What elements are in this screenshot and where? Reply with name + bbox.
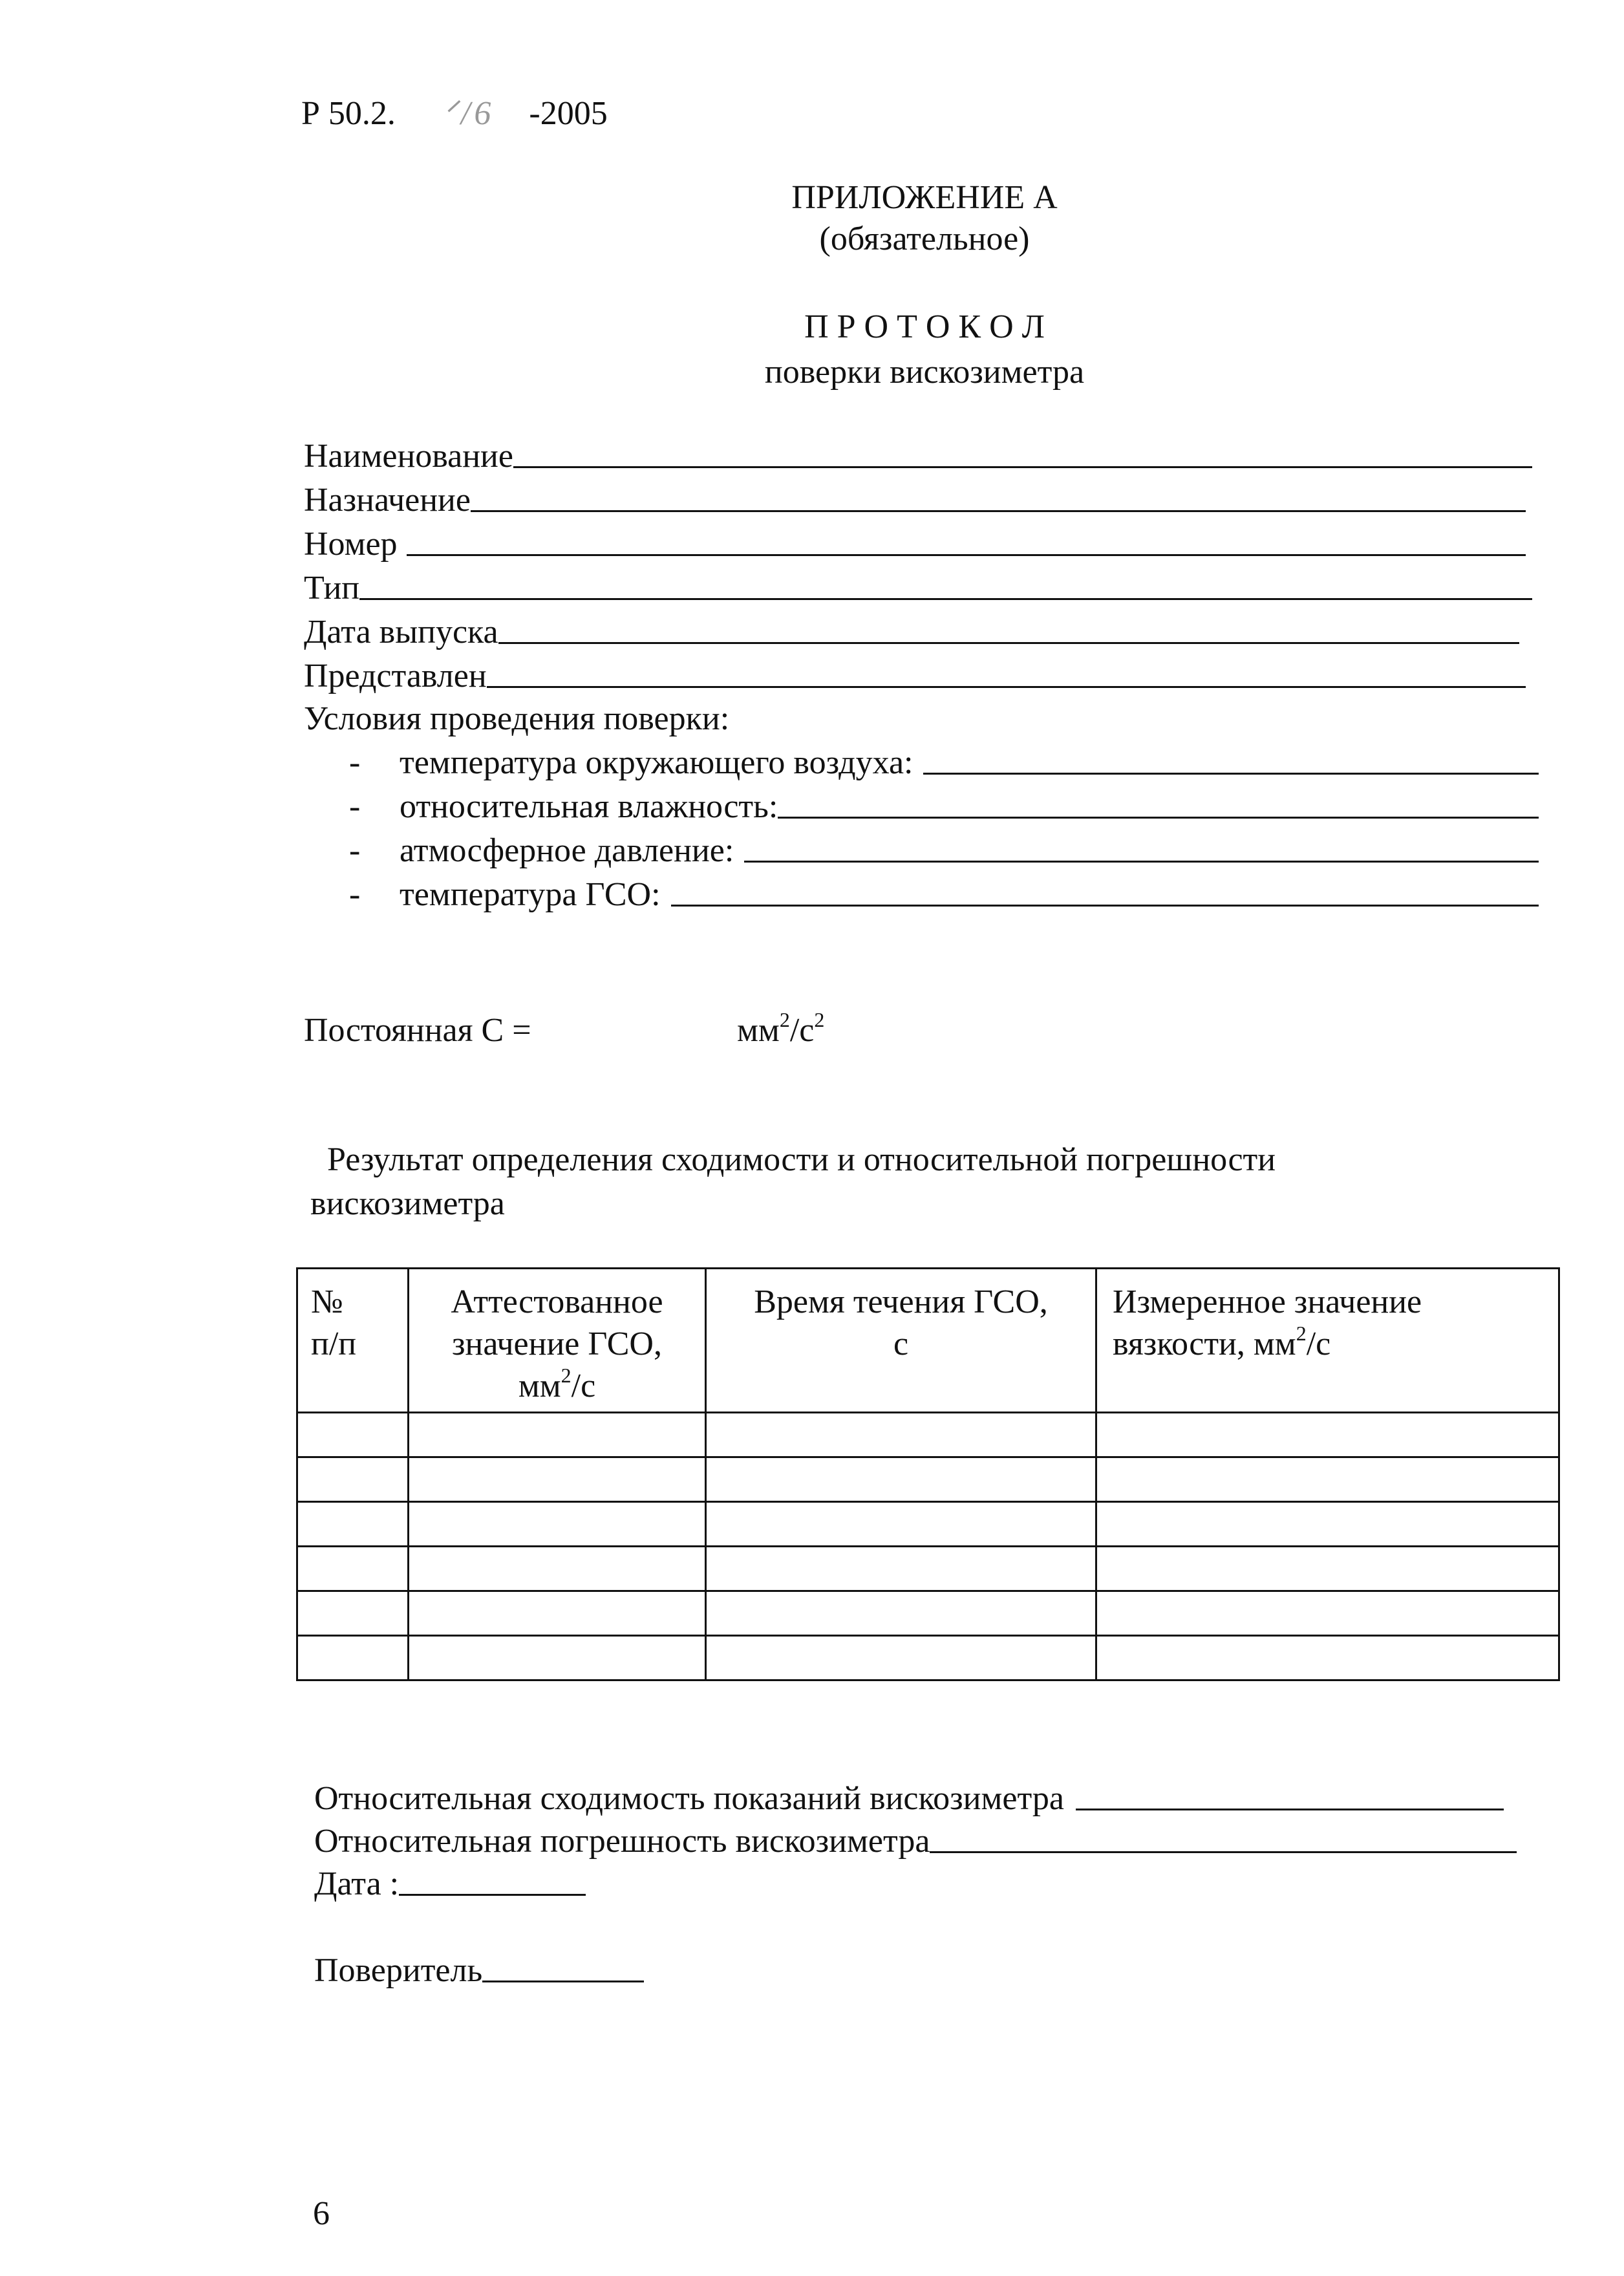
condition-humidity-label: относительная влажность: xyxy=(400,788,778,825)
table-cell[interactable] xyxy=(409,1413,706,1457)
field-purpose[interactable] xyxy=(304,484,1526,517)
field-error[interactable] xyxy=(314,1825,1517,1858)
condition-pressure-line[interactable] xyxy=(744,861,1539,863)
header-certified-unit-base: мм xyxy=(518,1368,561,1404)
header-flow-time-line1: Время течения ГСО, xyxy=(754,1283,1048,1320)
table-row xyxy=(297,1636,1559,1680)
field-error-label: Относительная погрешность вискозиметра xyxy=(314,1823,930,1860)
condition-gso-temp-label: температура ГСО: xyxy=(400,876,661,913)
table-cell[interactable] xyxy=(706,1502,1096,1547)
table-cell[interactable] xyxy=(706,1547,1096,1591)
condition-gso-temp[interactable] xyxy=(349,878,1539,912)
table-row xyxy=(297,1457,1559,1502)
table-cell[interactable] xyxy=(1096,1636,1559,1680)
table-cell[interactable] xyxy=(706,1636,1096,1680)
field-number[interactable] xyxy=(304,528,1526,561)
result-heading-line1: Результат определения сходимости и относительной погрешности xyxy=(327,1141,1276,1178)
field-submitted-line[interactable] xyxy=(487,686,1526,688)
condition-air-temp-label: температура окружающего воздуха: xyxy=(400,744,914,781)
header-cell-flow-time xyxy=(706,1269,1096,1413)
field-name-line[interactable] xyxy=(513,466,1532,468)
table-cell[interactable] xyxy=(706,1591,1096,1636)
field-verifier-line[interactable] xyxy=(482,1981,644,1982)
field-number-label: Номер xyxy=(304,526,398,563)
conditions-heading: Условия проведения поверки: xyxy=(304,700,730,737)
constant-unit xyxy=(737,1008,825,1049)
document-code xyxy=(301,97,608,131)
table-cell[interactable] xyxy=(1096,1547,1559,1591)
constant-unit-exp2: 2 xyxy=(814,1008,825,1031)
table-row xyxy=(297,1591,1559,1636)
condition-pressure-label: атмосферное давление: xyxy=(400,832,734,869)
field-date[interactable] xyxy=(314,1867,586,1901)
field-submitted[interactable] xyxy=(304,660,1526,693)
table-cell[interactable] xyxy=(409,1636,706,1680)
table-cell[interactable] xyxy=(706,1413,1096,1457)
condition-air-temp[interactable] xyxy=(349,746,1539,780)
header-measured-line2 xyxy=(1113,1323,1558,1365)
appendix-subtitle: (обязательное) xyxy=(819,220,1030,257)
field-number-line[interactable] xyxy=(407,554,1526,556)
table-row xyxy=(297,1502,1559,1547)
header-measured-line2-text: вязкости, мм xyxy=(1113,1326,1296,1362)
table-cell[interactable] xyxy=(297,1591,409,1636)
table-cell[interactable] xyxy=(297,1547,409,1591)
constant-unit-base: мм xyxy=(737,1012,780,1049)
field-release-date-line[interactable] xyxy=(498,642,1519,644)
result-heading-line2: вискозиметра xyxy=(310,1185,505,1222)
field-purpose-label: Назначение xyxy=(304,482,471,519)
constant-label: Постоянная С = xyxy=(304,1012,531,1049)
condition-pressure-dash: - xyxy=(349,832,361,869)
results-table xyxy=(296,1267,1560,1681)
table-cell[interactable] xyxy=(1096,1413,1559,1457)
field-error-line[interactable] xyxy=(930,1851,1517,1853)
table-cell[interactable] xyxy=(297,1457,409,1502)
field-date-label: Дата : xyxy=(314,1865,400,1902)
field-type[interactable] xyxy=(304,572,1532,605)
table-row xyxy=(297,1413,1559,1457)
header-measured-exp: 2 xyxy=(1296,1322,1307,1345)
field-release-date[interactable] xyxy=(304,616,1519,649)
field-purpose-line[interactable] xyxy=(471,510,1526,512)
header-cell-certified xyxy=(409,1269,706,1413)
field-release-date-label: Дата выпуска xyxy=(304,614,498,650)
document-code-handwritten: ᐟ/6 xyxy=(442,95,495,132)
field-convergence-label: Относительная сходимость показаний вискозиметра xyxy=(314,1780,1064,1817)
field-convergence-line[interactable] xyxy=(1076,1809,1504,1810)
header-certified-unit-exp: 2 xyxy=(561,1364,572,1387)
appendix-title: ПРИЛОЖЕНИЕ А xyxy=(791,179,1058,216)
table-cell[interactable] xyxy=(1096,1502,1559,1547)
constant-unit-mid: /с xyxy=(789,1012,815,1049)
field-name-label: Наименование xyxy=(304,438,513,475)
field-type-label: Тип xyxy=(304,570,360,607)
condition-air-temp-dash: - xyxy=(349,744,361,781)
table-cell[interactable] xyxy=(1096,1457,1559,1502)
field-date-line[interactable] xyxy=(399,1894,586,1896)
header-number-symbol: № xyxy=(311,1283,343,1320)
header-certified-unit xyxy=(409,1365,705,1407)
field-convergence[interactable] xyxy=(314,1782,1504,1816)
condition-pressure[interactable] xyxy=(349,834,1539,868)
header-certified-line2: значение ГСО, xyxy=(452,1326,662,1362)
table-cell[interactable] xyxy=(409,1457,706,1502)
condition-humidity-dash: - xyxy=(349,788,361,825)
condition-humidity[interactable] xyxy=(349,790,1539,824)
table-cell[interactable] xyxy=(409,1502,706,1547)
condition-air-temp-line[interactable] xyxy=(923,773,1539,775)
condition-gso-temp-line[interactable] xyxy=(671,905,1539,907)
table-cell[interactable] xyxy=(297,1636,409,1680)
header-number-pp: п/п xyxy=(311,1326,357,1362)
header-measured-line1: Измеренное значение xyxy=(1113,1283,1422,1320)
header-certified-unit-tail: /с xyxy=(571,1368,596,1404)
page-number: 6 xyxy=(313,2195,330,2232)
field-submitted-label: Представлен xyxy=(304,658,487,694)
field-type-line[interactable] xyxy=(359,598,1532,600)
table-row xyxy=(297,1547,1559,1591)
field-verifier-label: Поверитель xyxy=(314,1952,483,1989)
table-cell[interactable] xyxy=(297,1413,409,1457)
document-code-prefix: Р 50.2. xyxy=(301,95,396,132)
constant-unit-exp1: 2 xyxy=(779,1008,790,1031)
results-table-header-row xyxy=(297,1269,1559,1413)
table-cell[interactable] xyxy=(409,1591,706,1636)
table-cell[interactable] xyxy=(409,1547,706,1591)
field-verifier[interactable] xyxy=(314,1954,644,1988)
condition-gso-temp-dash: - xyxy=(349,876,361,913)
table-cell[interactable] xyxy=(1096,1591,1559,1636)
protocol-title: П Р О Т О К О Л xyxy=(804,308,1045,345)
header-certified-line1: Аттестованное xyxy=(451,1283,663,1320)
condition-humidity-line[interactable] xyxy=(778,817,1539,819)
document-code-year: -2005 xyxy=(529,95,608,132)
table-cell[interactable] xyxy=(297,1502,409,1547)
table-cell[interactable] xyxy=(706,1457,1096,1502)
header-flow-time-line2: с xyxy=(893,1326,909,1362)
field-name[interactable] xyxy=(304,440,1532,473)
header-cell-measured xyxy=(1096,1269,1559,1413)
protocol-subtitle: поверки вискозиметра xyxy=(764,354,1085,391)
header-measured-tail: /с xyxy=(1306,1326,1331,1362)
header-cell-number xyxy=(297,1269,409,1413)
